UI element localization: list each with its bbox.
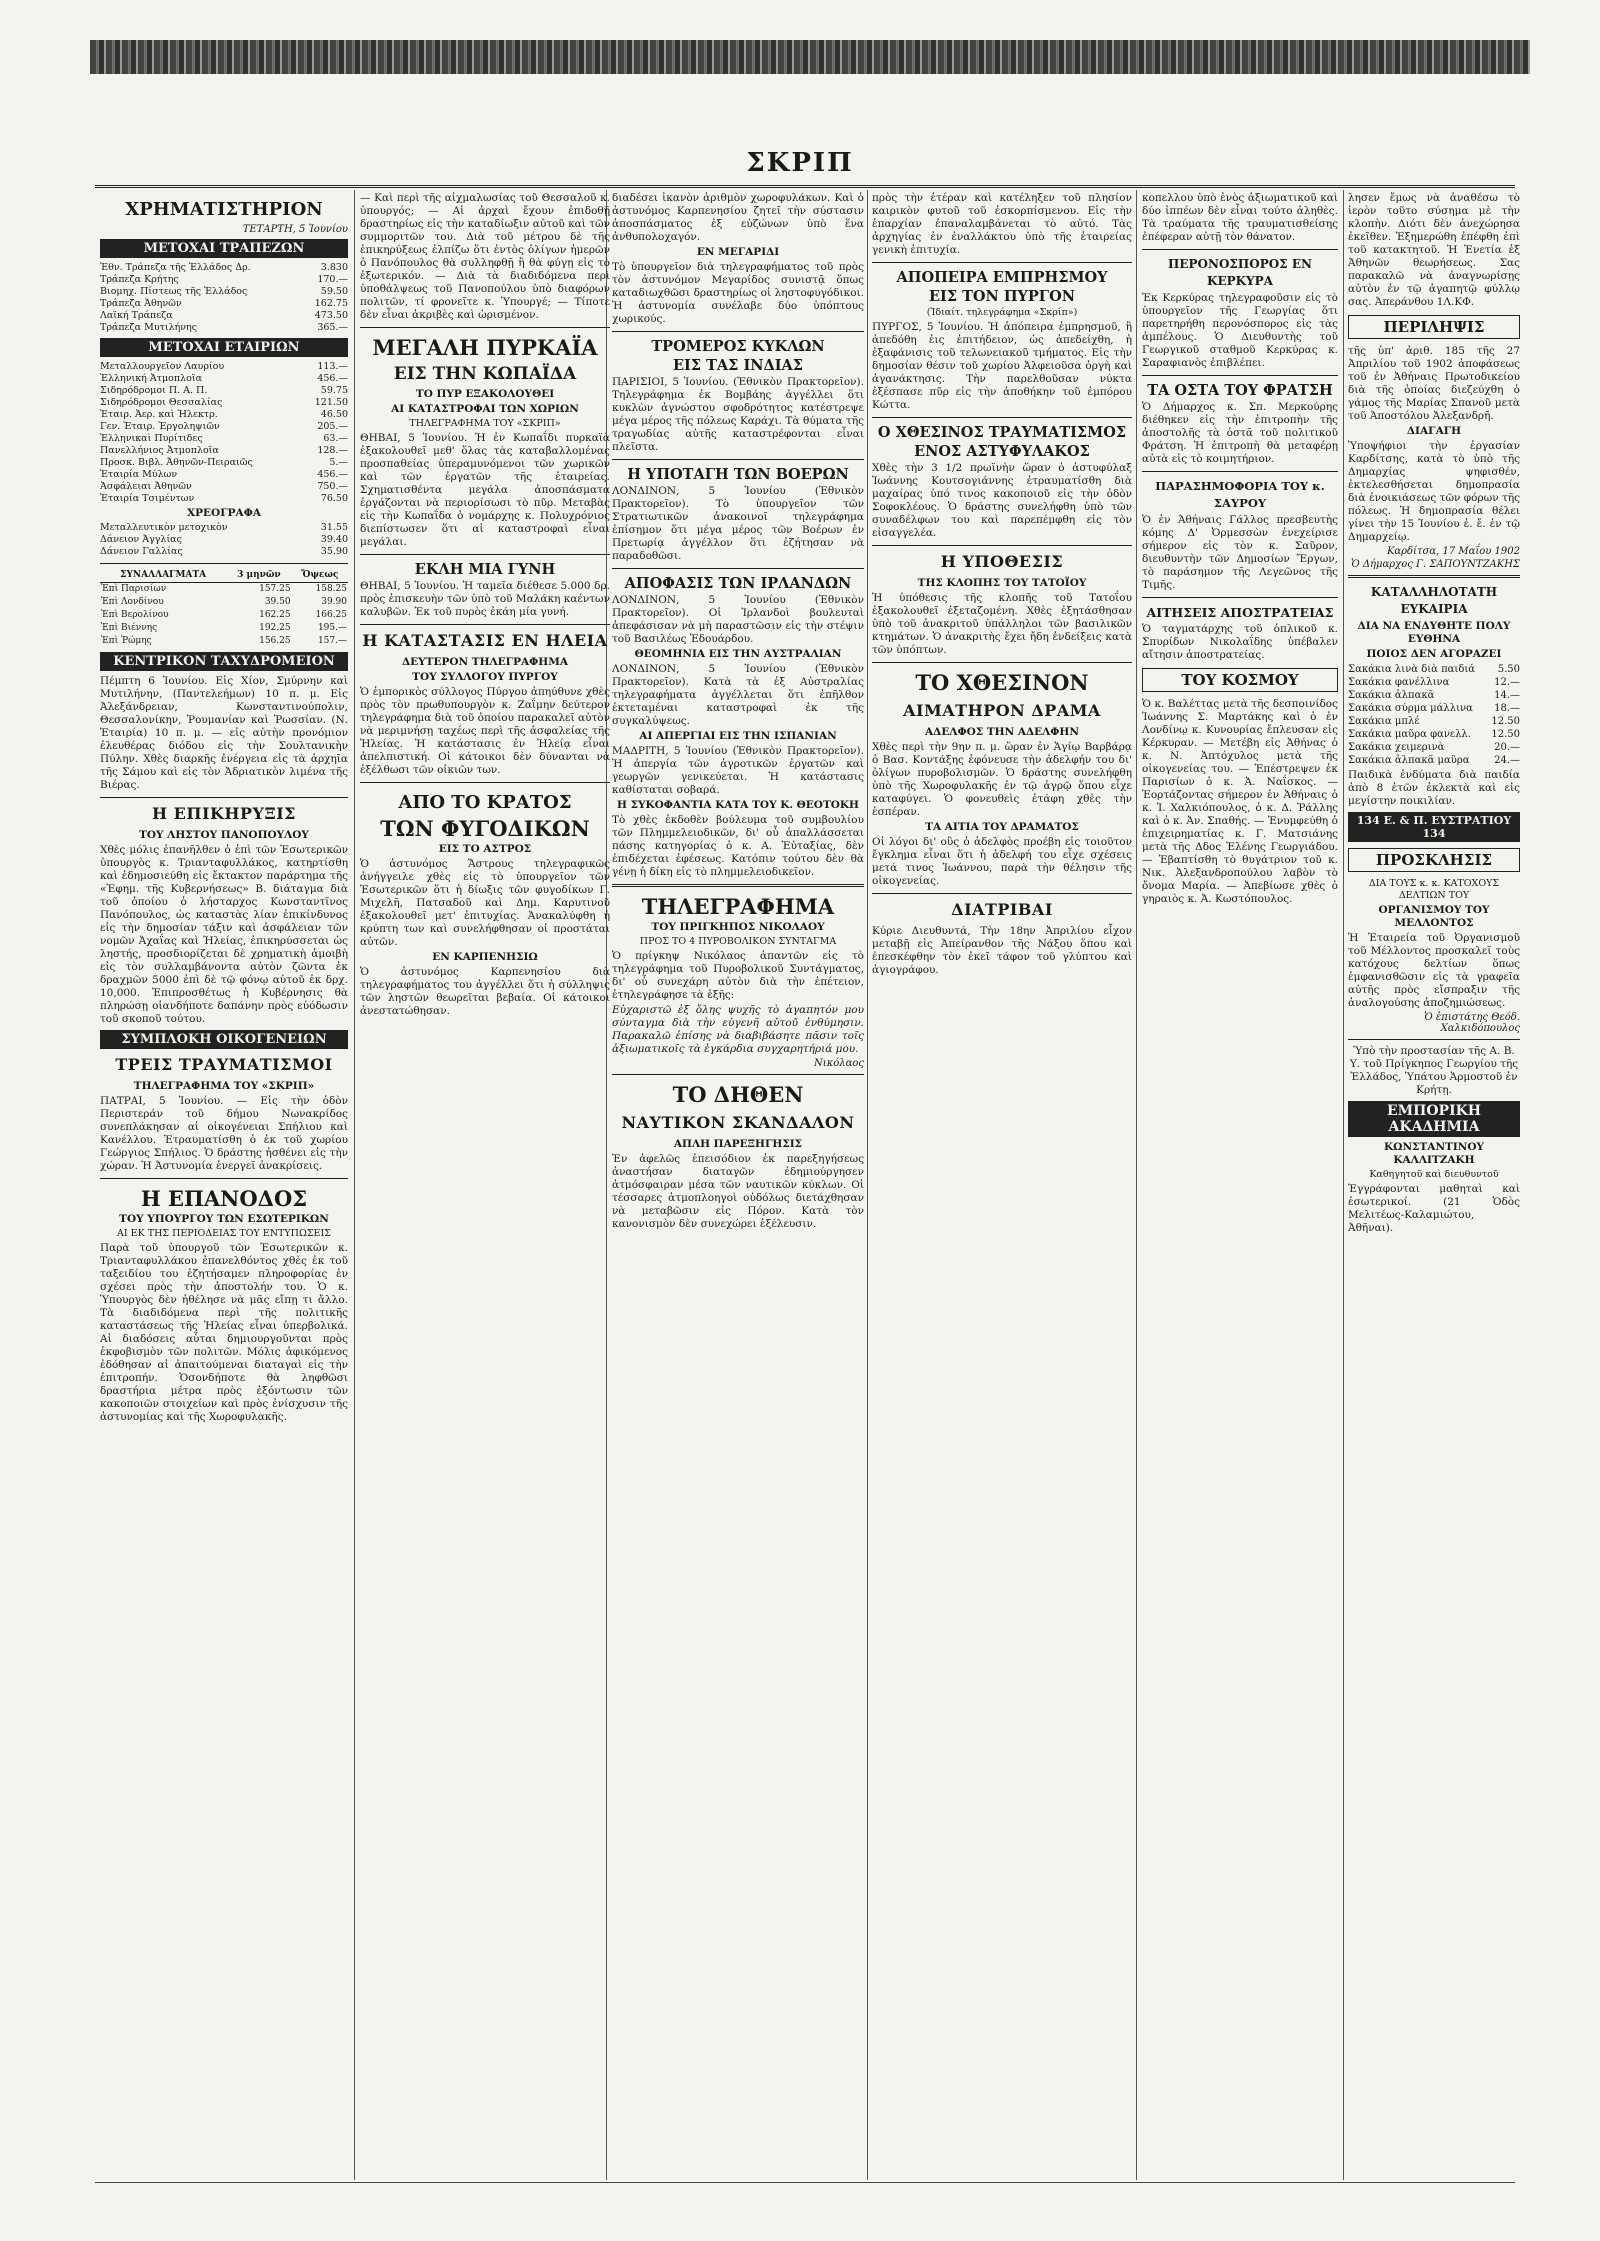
notice-body: τῆς ὑπ' ἀριθ. 185 τῆς 27 Ἀπριλίου τοῦ 1902 ἀποφάσεως τοῦ ἐν Ἀθήναις Πρωτοδικείου διὰ τῆς ὁποίας διεζεύχθη ὁ γάμος τῆς Μαρίας Σπανοῦ μετὰ τοῦ Ἀποστόλου Ἀλεξανδρῆ.	[1348, 345, 1520, 422]
ad-subheading: ΔΙΑ ΝΑ ΕΝΔΥΘΗΤΕ ΠΟΛΥ ΕΥΘΗΝΑ	[1357, 620, 1511, 645]
article-heading: ΕΝΟΣ ΑΣΤΥΦΥΛΑΚΟΣ	[914, 443, 1090, 460]
article-subheading: ΕΝ ΜΕΓΑΡΙΔΙ	[696, 246, 780, 258]
column-5	[1142, 190, 1338, 2180]
bank-row: Ἐθν. Τράπεζα τῆς Ἑλλάδος Δρ. 3.830	[100, 262, 348, 273]
article-heading: ΜΕΓΑΛΗ ΠΥΡΚΑΪΑ	[372, 335, 598, 360]
article-subheading: ΑΠΛΗ ΠΑΡΕΞΗΓΗΣΙΣ	[673, 1138, 803, 1150]
article-subheading: Η ΣΥΚΟΦΑΝΤΙΑ ΚΑΤΑ ΤΟΥ Κ. ΘΕΟΤΟΚΗ	[617, 799, 859, 811]
company-list	[100, 361, 348, 505]
article-heading: ΣΥΜΠΛΟΚΗ ΟΙΚΟΓΕΝΕΙΩΝ	[100, 1030, 348, 1049]
notice-heading: ΔΙΑΓΑΓΗ	[1406, 425, 1462, 437]
company-row: Ἑλληνικαὶ Πυρίτιδες 63.—	[100, 433, 348, 444]
article-heading: Η ΚΑΤΑΣΤΑΣΙΣ ΕΝ ΗΛΕΙΑ	[362, 631, 608, 650]
article-body: διαδέσει ἱκανὸν ἀριθμὸν χωροφυλάκων. Καὶ ὁ ἀστυνόμος Καρπενησίου ζητεῖ τὴν σύστασιν ἀποσπάσματος ἐξ εὐζώνων ὑπὸ ἕνα ἀνθυπολοχαγόν.	[612, 192, 864, 243]
article-subheading: ΑΙ ΑΠΕΡΓΙΑΙ ΕΙΣ ΤΗΝ ΙΣΠΑΝΙΑΝ	[639, 730, 837, 742]
article-subheading: ΑΙ ΚΑΤΑΣΤΡΟΦΑΙ ΤΩΝ ΧΩΡΙΩΝ	[391, 403, 579, 415]
divider	[360, 624, 610, 625]
article-heading: Η ΥΠΟΘΕΣΙΣ	[940, 552, 1064, 571]
fx-row: Ἐπὶ Βιέννης 192.25 195.—	[101, 623, 347, 633]
ad-subheading: ΠΟΙΟΣ ΔΕΝ ΑΓΟΡΑΖΕΙ	[1366, 648, 1502, 660]
article-body: Ὁ ἐμπορικὸς σύλλογος Πύργου ἀπηύθυνε χθὲς πρὸς τὸν πρωθυπουργὸν κ. Ζαΐμην δεύτερον τηλεγράφημα διὰ τοῦ ὁποίου παρακαλεῖ αὐτὸν νὰ μεριμνήσῃ ταχέως περὶ τῆς ἀσφαλείας τῆς Ἠλείας. Ἡ κατάστασις ἐν Ἠλείᾳ εἶναι ἀπελπιστική. Οἱ κάτοικοι δὲν δύνανται νὰ ἐξέλθωσι τῶν οἰκιῶν των.	[360, 686, 610, 776]
ad-heading: ΕΜΠΟΡΙΚΗ ΑΚΑΔΗΜΙΑ	[1348, 1101, 1520, 1137]
article-body: Ὁ ταγματάρχης τοῦ ὁπλικοῦ κ. Σπυρίδων Νικολαΐδης ὑπέβαλεν αἴτησιν ἀποστρατείας.	[1142, 623, 1338, 661]
divider	[872, 545, 1132, 546]
article-heading: ΤΑ ΟΣΤΑ ΤΟΥ ΦΡΑΤΣΗ	[1147, 382, 1333, 399]
column-1	[100, 190, 348, 2180]
article-body: κοπελλου ὑπὸ ἑνὸς ἀξιωματικοῦ καὶ δύο ἱππέων δὲν εἶναι τούτο ἀληθὲς. Τὰ τραύματα τῆς τραυματισθείσης ἐπέφεραν αὐτῇ τὸν θάνατον.	[1142, 192, 1338, 243]
divider	[872, 893, 1132, 894]
post-office-text: Πέμπτη 6 Ἰουνίου. Εἰς Χίον, Σμύρνην καὶ Μυτιλήνην, (Παντελεήμων) 10 π. μ. Εἰς Ἀλεξάνδρειαν, Κωνσταντινούπολιν, Θεσσαλονίκην, Ῥουμανίαν καὶ Ῥωσσίαν. (Ν. Ἑταιρία) 10 π. μ. — εἰς αὐτὴν προνόμιον ἐλευθέρας διόδου εἰς τὴν Σουλτανικὴν Πύλην. Χθὲς διαρκῆς ἐνέργεια εἰς τὰ ἀρχηῖα τῆς Σάμου καὶ εἰς τὸν Ἀδριατικὸν λιμένα τῆς Βιέρας.	[100, 675, 348, 791]
price-row: Σακάκια ἀλπακᾶ μαῦρα 24.—	[1348, 755, 1520, 766]
price-row: Σακάκια μαῦρα φανελλ. 12.50	[1348, 729, 1520, 740]
divider	[1142, 597, 1338, 598]
signature: Ὁ Δήμαρχος Γ. ΣΑΠΟΥΝΤΖΑΚΗΣ	[1351, 559, 1520, 570]
column-3	[612, 190, 864, 2180]
bond-row: Μεταλλευτικὸν μετοχικὸν 31.55	[100, 522, 348, 533]
article-heading: ΑΙΤΗΣΕΙΣ ΑΠΟΣΤΡΑΤΕΙΑΣ	[1146, 605, 1334, 620]
article-body: ΠΑΤΡΑΙ, 5 Ἰουνίου. — Εἰς τὴν ὁδὸν Περιστεράν τοῦ δήμου Νωνακρίδος συνεπλάκησαν αἱ οἰκογένειαι Σπήλιου καὶ Κανέλλου. Ἐτραυματίσθη ὁ ἐκ τοῦ χωρίου Γεώργιος Σπήλιος. Ὁ δράστης ἠσθένει εἰς τὴν χώραν. Ἡ Ἀστυνομία ἐνεργεῖ ἀνακρίσεις.	[100, 1095, 348, 1172]
bourse-title: ΧΡΗΜΑΤΙΣΤΗΡΙΟΝ	[125, 199, 323, 220]
article-body: Ἡ ὑπόθεσις τῆς κλοπῆς τοῦ Τατοΐου ἐξακολουθεῖ ἐξεταζομένη. Χθὲς ἐξητάσθησαν ὑπὸ τοῦ ἀνακριτοῦ ὑπάλληλοι τῶν βασιλικῶν κτημάτων. Ὁ ἀνακριτὴς ἔχει ἤδη ἐνδείξεις κατὰ τῶν ὑπόπτων.	[872, 592, 1132, 656]
ad-subheading: ΚΩΝΣΤΑΝΤΙΝΟΥ ΚΑΛΛΙΤΖΑΚΗ	[1383, 1141, 1485, 1166]
divider	[612, 884, 864, 887]
company-row: Γεν. Ἑταιρ. Ἐργοληψιῶν 205.—	[100, 421, 348, 432]
fx-col-header: Ὄψεως	[292, 569, 348, 583]
post-office-heading: ΚΕΝΤΡΙΚΟΝ ΤΑΧΥΔΡΟΜΕΙΟΝ	[100, 652, 348, 671]
bottom-rule	[95, 2182, 1515, 2183]
article-heading: ΔΙΑΤΡΙΒΑΙ	[951, 900, 1053, 919]
article-body: ΘΗΒΑΙ, 5 Ἰουνίου. Ἡ ταμεῖα διέθεσε 5.000 δρ. πρὸς ἐπισκευὴν τῶν ὑπὸ τοῦ Μαλάκη καέντων καλυβῶν. Ἐκ τοῦ πυρὸς ἐκάη μία γυνή.	[360, 580, 610, 618]
article-heading: ΤΟΥ ΚΟΣΜΟΥ	[1142, 668, 1338, 692]
article-body: Τὸ χθὲς ἐκδοθὲν βούλευμα τοῦ συμβουλίου τῶν Πλημμελειοδικῶν, δι' οὗ ἀπαλλάσσεται πάσης κατηγορίας ὁ κ. Α. Ἐὐταξίας, δὲν ἐπιδέχεται ἐφέσεως. Κατόπιν τούτου δὲν θὰ γένῃ ἡ δίκη εἰς τὸ πλημμελειοδικεῖον.	[612, 814, 864, 878]
article-subheading: ΤΟΥ ΥΠΟΥΡΓΟΥ ΤΩΝ ΕΣΩΤΕΡΙΚΩΝ	[119, 1213, 329, 1225]
article-body: ΛΟΝΔΙΝΟΝ, 5 Ἰουνίου (Ἐθνικὸν Πρακτορεῖον). Τὸ ὑπουργεῖον τῶν Στρατιωτικῶν ἀνακοινοῖ τηλεγράφημα ἐπίσημον ὅτι μέγα μέρος τῶν Βοέρων ἐν Πρετωρίᾳ ἀγγέλλον ὅτι ἐζήτησαν νὰ παραδοθῶσι.	[612, 485, 864, 562]
article-subheading: ΑΔΕΛΦΟΣ ΤΗΝ ΑΔΕΛΦΗΝ	[925, 726, 1079, 738]
divider	[1142, 375, 1338, 376]
company-row: Προσκ. Βιβλ. Ἀθηνῶν-Πειραιῶς 5.—	[100, 457, 348, 468]
notice-body: Ὑποψήφιοι τὴν ἐργασίαν Καρδίτσης, κατὰ τὸ ὑπὸ τῆς Δημαρχίας ψηφισθέν, ἐκτελεσθήσεται δημοπρασία διὰ ἐνοικιάσεως τῶν φόρων τῆς πόλεως. Ἡ δημοπρασία θέλει γίνει τὴν 15 Ἰουνίου ἐ. ἔ. ἐν τῷ Δημαρχείῳ.	[1348, 440, 1520, 543]
notice-body: Ἡ Ἐταιρεία τοῦ Ὀργανισμοῦ τοῦ Μέλλοντος προσκαλεῖ τοὺς κατόχους δελτίων ὅπως ἐμφανισθῶσιν εἰς τὰ γραφεῖα αὐτῆς πρὸς εἴσπραξιν τῆς ἀναλογούσης ἀποζημιώσεως.	[1348, 932, 1520, 1009]
article-subheading: ΤΗΣ ΚΛΟΠΗΣ ΤΟΥ ΤΑΤΟΪΟΥ	[917, 577, 1087, 589]
fx-title: ΣΥΝΑΛΛΑΓΜΑΤΑ	[100, 569, 226, 583]
bank-row: Τράπεζα Μυτιλήνης 365.—	[100, 322, 348, 333]
article-heading: ΤΗΛΕΓΡΑΦΗΜΑ	[641, 894, 835, 919]
company-row: Μεταλλουργεῖον Λαυρίου 113.—	[100, 361, 348, 372]
fx-row: Ἐπὶ Λονδίνου 39.50 39.90	[101, 597, 347, 607]
column-divider	[354, 190, 355, 2180]
quoted-telegram: Εὐχαριστῶ ἐξ ὅλης ψυχῆς τὸ ἀγαπητόν μου σύνταγμα διὰ τὴν εὐγενῆ αὐτοῦ ἐνθύμησιν. Παρακαλῶ ἐπίσης νὰ διαβιβάσητε πᾶσιν τοῖς ἀξιωματικοῖς τὰ ἐγκάρδια συγχαρητήριά μου.	[612, 1004, 864, 1055]
article-body: Κύριε Διευθυντά, Τὴν 18ην Ἀπριλίου εἶχον μεταβῇ εἰς Ἀπείρανθον τῆς Νάξου ὅπου καὶ ἐπεσκέφθην τὸν ἐκεῖ τάφον τοῦ γλύπτου καὶ ἀγιογράφου.	[872, 925, 1132, 976]
column-divider	[1136, 190, 1137, 2180]
divider	[100, 1178, 348, 1179]
divider	[100, 563, 348, 564]
article-body: — Καὶ περὶ τῆς αἰχμαλωσίας τοῦ Θεσσαλοῦ κ. ὑπουργός; — Αἱ ἀρχαὶ ἔχουν ἐπιδοθῇ δραστηρίως εἰς τὴν καταδίωξιν αὐτοῦ καὶ τῶν συμμοριτῶν του. Διὰ τοῦ μέτρου δὲ τῆς ἐπικηρύξεως ἐλπίζω ὅτι ἐντὸς ὀλίγων ἡμερῶν ὁ Πανόπουλος θὰ συλληφθῇ ἢ θὰ φύγῃ εἰς τὸ ἐξωτερικόν. — Διὰ τὰ διαδιδόμενα περὶ ὑποθάλψεως τοῦ Πανοπούλου ὑπὸ διαφόρων πολιτῶν, τί φρονεῖτε κ. Ὑπουργέ; — Τίποτε δὲν εἶναι ἀκριβὲς καὶ ὡρισμένον.	[360, 192, 610, 321]
article-body: Ἐν ἀφελῶς ἐπεισόδιον ἐκ παρεξηγήσεως ἀναστήσαν διαταγῶν ἐδημιούργησεν ἀτμόσφαιραν μέσα τῶν ναυτικῶν κύκλων. Οἱ τέσσαρες ἀτμοπλοηγοὶ οὐδόλως διετάχθησαν νὰ μεταβῶσιν εἰς Πόρον. Κατὰ τὸν κανονισμὸν δὲν συνεχώρει ἐξέλευσιν.	[612, 1153, 864, 1230]
bond-row: Δάνειον Γαλλίας 35.90	[100, 546, 348, 557]
divider	[100, 797, 348, 798]
article-subheading: ΕΙΣ ΤΟ ΑΣΤΡΟΣ	[438, 843, 532, 855]
article-heading: ΠΕΡΟΝΟΣΠΟΡΟΣ ΕΝ ΚΕΡΚΥΡΑ	[1168, 257, 1312, 288]
notice-place-date: Καρδίτσα, 17 Μαΐου 1902	[1386, 546, 1520, 557]
notice-heading: ΠΡΟΣΚΛΗΣΙΣ	[1348, 848, 1520, 872]
notice-subheading: ΔΙΑ ΤΟΥΣ κ. κ. ΚΑΤΟΧΟΥΣ ΔΕΛΤΙΩΝ ΤΟΥ	[1368, 878, 1500, 901]
article-heading: ΝΑΥΤΙΚΟΝ ΣΚΑΝΔΑΛΟΝ	[621, 1113, 855, 1132]
notice-subheading: ΟΡΓΑΝΙΣΜΟΥ ΤΟΥ ΜΕΛΛΟΝΤΟΣ	[1378, 904, 1490, 929]
article-body: ΠΥΡΓΟΣ, 5 Ἰουνίου. Ἡ ἀπόπειρα ἐμπρησμοῦ, ἣ ἀπεδόθη ἐις ἐπιτήδειον, ὡς ἀπεδείχθη, ἡ ἐξαφάνισις τοῦ τελωνειακοῦ τμήματος. Εἰς τὴν δημοσίαν θέσιν τοῦ χωρίου Ἀλφειοῦσα ὀργὴ καὶ ἀγανάκτησις. Τὴν παρελθοῦσαν νύκτα ἐξέσπασε πῦρ εἰς τὴν ἀποθήκην τοῦ ἐμπόρου Κώττα.	[872, 321, 1132, 411]
divider	[872, 662, 1132, 663]
bonds-heading: ΧΡΕΟΓΡΑΦΑ	[187, 507, 261, 519]
divider	[872, 262, 1132, 263]
price-row: Σακάκια ἀλπακᾶ 14.—	[1348, 690, 1520, 701]
article-subheading: ΔΕΥΤΕΡΟΝ ΤΗΛΕΓΡΑΦΗΜΑ	[402, 656, 568, 668]
price-row: Σακάκια λινὰ διὰ παιδιά 5.50	[1348, 664, 1520, 675]
divider	[1348, 1039, 1520, 1040]
company-row: Σιδηρόδρομοι Θεσσαλίας 121.50	[100, 397, 348, 408]
ad-shop-address: 134 Ε. & Π. ΕΥΣΤΡΑΤΙΟΥ 134	[1348, 812, 1520, 842]
article-heading: ΕΙΣ ΤΗΝ ΚΩΠΑΪΔΑ	[393, 364, 577, 384]
article-body: Χθὲς μόλις ἐπανῆλθεν ὁ ἐπὶ τῶν Ἐσωτερικῶν ὑπουργὸς κ. Τριανταφυλλάκος, κατηρτίσθη καὶ ἐδημοσιεύθη εἰς ἔκτακτον παράρτημα τῆς «Ἐφημ. τῆς Κυβερνήσεως» Β. διάταγμα διὰ τοῦ ὁποίου ὁ λήσταρχος Κωνσταντῖνος Πανόπουλος, ὡς καταστὰς λίαν ἐπικίνδυνος εἰς τὴν δημοσίαν τάξιν καὶ ἀσφάλειαν τῶν νομῶν Ἀχαΐας καὶ Ἠλείας, ἐπικηρύσσεται ὡς ληστής, προσδιορίζεται δὲ χρηματικὴ ἀμοιβὴ εἰς τὸν συλλαμβάνοντα αὐτὸν ζῶντα ἐκ δραχμῶν 5000 ἐπὶ δὲ τῷ φόνῳ αὐτοῦ ἐκ δρχ. 10,000. Ἐπιπροσθέτως ἡ Κυβέρνησις θὰ πληρώσῃ οἱανδήποτε δαπάνην πρὸς εὐόδωσιν τοῦ σκοποῦ τούτου.	[100, 844, 348, 1025]
price-row: Σακάκια χειμερινὰ 20.—	[1348, 742, 1520, 753]
fx-row: Ἐπὶ Ῥώμης 156.25 157.—	[101, 636, 347, 646]
bank-row: Τράπεζα Κρήτης 170.—	[100, 274, 348, 285]
article-subheading: ΑΙ ΕΚ ΤΗΣ ΠΕΡΙΟΔΕΙΑΣ ΤΟΥ ΕΝΤΥΠΩΣΕΙΣ	[117, 1228, 331, 1239]
article-body: Παρὰ τοῦ ὑπουργοῦ τῶν Ἐσωτερικῶν κ. Τριανταφυλλάκου ἐπανελθόντος χθὲς ἐκ τοῦ ταξειδίου του ἐζητήσαμεν πληροφορίας ἐν σχέσει πρὸς τὴν ἀποστολήν του. Ὁ κ. Ὑπουργὸς δὲν ἠθέλησε νὰ μᾶς εἴπῃ τι ἄλλο. Τὰ διαδιδόμενα περὶ τῆς πολιτικῆς καταστάσεως τῆς Ἠλείας εἶναι ὑπερβολικά. Αἱ διαδόσεις αὗται δημιουργοῦνται πρὸς ἐκφοβισμὸν τῶν πολιτῶν. Μόλις ἀφικόμενος ἐδόθησαν αἱ ἀπαιτούμεναι διαταγαὶ εἰς τὴν ἐπιτροπήν. Ὁσονδήποτε θὰ ληφθῶσι δραστήρια μέτρα πρὸς ἐξόντωσιν τῶν κακοποιῶν στοιχείων καὶ πρὸς ἐνίσχυσιν τῆς ἀστυνομίας καὶ τῆς Χωροφυλακῆς.	[100, 1242, 348, 1423]
article-body: Ὁ ἐν Ἀθήναις Γάλλος πρεσβευτὴς κόμης Δ' Ὀρμεσσὼν ἐνεχείρισε σήμερον εἰς τὸν κ. Σαῦρον, διευθυντὴν τῶν Δημοσίων Ἔργων, τὸ παράσημον τῆς Λεγεῶνος τῆς Τιμῆς.	[1142, 514, 1338, 591]
article-body: Χθὲς τὴν 3 1/2 πρωϊνὴν ὥραν ὁ ἀστυφύλαξ Ἰωάννης Κουτσογιάννης ἐτραυματίσθη διὰ μαχαίρας ὑπό τινος κακοποιοῦ εἰς τὴν ὁδὸν Σοφοκλέους. Ὁ δράστης συνελήφθη ὑπὸ τῶν συναδέλφων του καὶ παρεπέμφθη εἰς τὸν εἰσαγγελέα.	[872, 462, 1132, 539]
company-row: Ἑταιρία Μύλων 456.—	[100, 469, 348, 480]
signature: Ὁ ἐπιστάτης Θεόδ. Χαλκιδόπουλος	[1424, 1012, 1520, 1034]
article-body: Ὁ πρίγκηψ Νικόλαος ἀπαντῶν εἰς τὸ τηλεγράφημα τοῦ Πυροβολικοῦ Συντάγματος, δι' οὗ συνεχάρη αὐτὸν διὰ τὴν ἐπέτειον, ἐτηλεγράφησε τὰ ἑξῆς:	[612, 950, 864, 1001]
article-subheading: ΤΗΛΕΓΡΑΦΗΜΑ ΤΟΥ «ΣΚΡΙΠ»	[409, 418, 561, 429]
ad-body: Ἐγγράφονται μαθηταὶ καὶ ἐσωτερικοί. (21 Ὁδὸς Μελιτέως-Καλαμιώτου, Ἀθῆναι).	[1348, 1183, 1520, 1234]
divider	[612, 459, 864, 460]
article-subheading: ΤΟΥ ΣΥΛΛΟΓΟΥ ΠΥΡΓΟΥ	[412, 671, 558, 683]
article-heading: ΕΙΣ ΤΑΣ ΙΝΔΙΑΣ	[672, 357, 804, 374]
company-row: Ἑταιρία Τσιμέντων 76.50	[100, 493, 348, 504]
divider	[1142, 249, 1338, 250]
bank-row: Τράπεζα Ἀθηνῶν 162.75	[100, 298, 348, 309]
fx-row: Ἐπὶ Παρισίων 157.25 158.25	[101, 584, 347, 594]
article-heading: ΤΡΟΜΕΡΟΣ ΚΥΚΛΩΝ	[651, 338, 825, 355]
company-row: Σιδηρόδρομοι Π. Α. Π. 59.75	[100, 385, 348, 396]
bourse-date: ΤΕΤΑΡΤΗ, 5 Ἰουνίου	[242, 224, 348, 235]
ad-heading: ΚΑΤΑΛΛΗΛΟΤΑΤΗ ΕΥΚΑΙΡΙΑ	[1370, 585, 1498, 616]
ad-body: Ὑπὸ τὴν προστασίαν τῆς Α. Β. Υ. τοῦ Πρίγκηπος Γεωργίου τῆς Ἑλλάδος, Ὑπάτου Ἁρμοστοῦ ἐν Κρήτῃ.	[1349, 1045, 1519, 1096]
article-body: Ὁ κ. Βαλέττας μετὰ τῆς δεσποινίδος Ἰωάννης Σ. Μαρτάκης καὶ ὁ ἐν Λονδίνῳ κ. Κυνουρίας ἔπλευσαν εἰς Κέρκυραν. — Μετέβη εἰς Ἀθήνας ὁ κ. Ν. Ἀπτόχυλος μετὰ τῆς οἰκογενείας του. — Ἐπέστρεψεν ἐκ Παρισίων ὁ κ. Ἀ. Ναΐσκος. — Ἑορτάζοντας σήμερον ἐν Ἀθήναις ὁ κ. Ἰ. Χαλκιόπουλος, ὁ κ. Δ. Ῥάλλης καὶ ὁ κ. Ἀν. Σπαθής. — Ἐνυμφεύθη ὁ ἐπιχειρηματίας κ. Γ. Ματσιάνης μετὰ τῆς Δδος Ἑλένης Γεωργιάδου. — Ἐβαπτίσθη τὸ θυγάτριον τοῦ κ. Νικ. Ἀλεξανδροπούλου λαβὸν τὸ ὄνομα Μαρία. — Ἀπεβίωσε χθὲς ὁ γηραιὸς κ. Ἀ. Κωστόπουλος.	[1142, 698, 1338, 905]
divider	[1142, 471, 1338, 472]
signature: Νικόλαος	[814, 1058, 864, 1069]
banks-heading: ΜΕΤΟΧΑΙ ΤΡΑΠΕΖΩΝ	[100, 239, 348, 258]
ad-body: Παιδικὰ ἐνδύματα διὰ παιδία ἀπὸ 8 ἐτῶν ἐκλεκτὰ καὶ εἰς μεγίστην ποικιλίαν.	[1348, 769, 1520, 807]
fx-header-row	[100, 569, 348, 583]
article-subheading: ΠΡΟΣ ΤΟ 4 ΠΥΡΟΒΟΛΙΚΟΝ ΣΥΝΤΑΓΜΑ	[639, 936, 837, 947]
company-row: Ἀσφάλειαι Ἀθηνῶν 750.—	[100, 481, 348, 492]
article-heading: ΤΟ ΔΗΘΕΝ	[672, 1082, 804, 1107]
article-body: Ὁ ἀστυνόμος Καρπενησίου διὰ τηλεγραφήματος του ἀγγέλλει ὅτι ἡ σύλληψις τῶν ληστῶν θεωρεῖται βεβαία. Οἱ κάτοικοι ἀνεστατώθησαν.	[360, 966, 610, 1017]
article-body: Οἱ λόγοι δι' οὓς ὁ ἀδελφὸς προέβη εἰς τοιοῦτον ἔγκλημα εἶναι ὅτι ἡ ἀδελφή του εἶχε σχέσεις μετά τινος Ἰωάννου, παρὰ τὴν θέλησιν τῆς οἰκογενείας.	[872, 836, 1132, 887]
article-body: ΠΑΡΙΣΙΟΙ, 5 Ἰουνίου. (Ἐθνικὸν Πρακτορεῖον). Τηλεγράφημα ἐκ Βομβάης ἀγγέλλει ὅτι κυκλὼν ἀγνώστου σφοδρότητος κατέστρεψε μέγα μέρος τῆς πόλεως Καράχι. Τὰ θύματα τῆς τραγωδίας αὐτῆς καταστρέφονται εἶναι πλεῖστα.	[612, 376, 864, 453]
article-heading: Η ΕΠΙΚΗΡΥΞΙΣ	[151, 804, 296, 823]
divider	[360, 782, 610, 783]
article-subheading: ΤΟΥ ΠΡΙΓΚΗΠΟΣ ΝΙΚΟΛΑΟΥ	[651, 921, 825, 933]
article-subheading: ΤΟΥ ΛΗΣΤΟΥ ΠΑΝΟΠΟΥΛΟΥ	[139, 829, 309, 841]
article-subheading: ΤΗΛΕΓΡΑΦΗΜΑ ΤΟΥ «ΣΚΡΙΠ»	[133, 1080, 315, 1092]
article-body: Ὁ ἀστυνόμος Ἄστρους τηλεγραφικῶς ἀνήγγειλε χθὲς εἰς τὸ ὑπουργεῖον τῶν Ἐσωτερικῶν ὅτι ἡ δίωξις τῶν φυγοδίκων Γ. Μιχελῆ, Πατσαδοῦ καὶ Δημ. Καρυτινοῦ ἐξακολουθεῖ μετ' ἐπιτυχίας. Ἀνακαλύφθη ἡ κρύπτη των καὶ συνελήφθησαν οἱ προστάται αὐτῶν.	[360, 858, 610, 948]
article-body: λησεν ἔμως νὰ ἀναθέσω τὸ ἱερὸν τοῦτο σύσημα μὲ τὴν κλοπὴν. Διότι δὲν ἀνεχώρησα ἐκεῖθεν. Ἐξημερώθη ἐπέφθη ἐπὶ τοῦ κατακτητοῦ. Ἡ Ἑνετία ἐξ Ἀθηνῶν θεωρήσεως. Σας παρακαλῶ νὰ ἀναγνωρίσῃς αὐτὸν ἐν τῷ ἀγαπητῷ φύλλῳ σας. Ἀπεράνθου 1Λ.ΚΦ.	[1348, 192, 1520, 308]
article-body: Τὸ ὑπουργεῖον διὰ τηλεγραφήματος τοῦ πρὸς τὸν ἀστυνόμον Μεγαρίδος συνιστᾷ ὅπως καταδιωχθῶσι δραστηρίως οἱ ληστοφυγόδικοι. Ἡ ἀστυνομία συνέλαβε δύο ὑπόπτους χωρικούς.	[612, 261, 864, 325]
masthead-title: ΣΚΡΙΠ	[746, 148, 854, 178]
company-row: Ἑταιρ. Ἀερ. καὶ Ἠλεκτρ. 46.50	[100, 409, 348, 420]
article-heading: Η ΕΠΑΝΟΔΟΣ	[140, 1186, 308, 1211]
article-heading: Ο ΧΘΕΣΙΝΟΣ ΤΡΑΥΜΑΤΙΣΜΟΣ	[877, 424, 1127, 441]
masthead-rule	[95, 185, 1515, 188]
bond-row: Δάνειον Ἀγγλίας 39.40	[100, 534, 348, 545]
companies-heading: ΜΕΤΟΧΑΙ ΕΤΑΙΡΙΩΝ	[100, 338, 348, 357]
article-subheading: ΤΑ ΑΙΤΙΑ ΤΟΥ ΔΡΑΜΑΤΟΣ	[925, 821, 1079, 833]
article-heading: ΤΩΝ ΦΥΓΟΔΙΚΩΝ	[380, 816, 590, 841]
ad-price-list	[1348, 663, 1520, 767]
column-divider	[1343, 190, 1344, 2180]
article-heading: ΑΙΜΑΤΗΡΟΝ ΔΡΑΜΑ	[903, 701, 1101, 720]
article-body: πρὸς τὴν ἑτέραν καὶ κατέληξεν τοῦ πλησίον καιρικὸν φυτοῦ τοῦ ἐσκορπίσμενου. Εἰς τὴν ἐπαρχίαν ἐπαναλαμβάνεται τὸ αὐτό. Τὰς ἀρχηγίας ἐν ἐναλλάκτου ὑπὸ τῆς ἑταιρείας γενικὴ ἐπιτυχία.	[872, 192, 1132, 256]
article-heading: ΕΚΛΗ ΜΙΑ ΓΥΝΗ	[414, 561, 556, 578]
price-row: Σακάκια μπλέ 12.50	[1348, 716, 1520, 727]
fx-col-header: 3 μηνῶν	[226, 569, 291, 583]
scan-edge-band	[90, 40, 1530, 74]
article-subheading: ΘΕΟΜΗΝΙΑ ΕΙΣ ΤΗΝ ΑΥΣΤΡΑΛΙΑΝ	[634, 648, 842, 660]
article-body: ΘΗΒΑΙ, 5 Ἰουνίου. Ἡ ἐν Κωπαΐδι πυρκαϊὰ ἐξακολουθεῖ μεθ' ὅλας τὰς καταβαλλομένας προσπαθείας ὑπεραμυνόμενοι τῶν χωρικῶν καὶ τῶν ἐργατῶν τῆς ἑταιρείας. Σχηματισθέντα μεγάλα ἀποσπάσματα ἐργάζονται νὰ περιορίσωσι τὸ πῦρ. Μεταβὰς εἰς τὴν Κωπαΐδα ὁ νομάρχης κ. Πολυχρόνιος διεπίστωσεν ὅτι αἱ καταστροφαὶ εἶναι μεγάλαι.	[360, 432, 610, 548]
divider	[1348, 575, 1520, 578]
divider	[360, 327, 610, 328]
fx-row: Ἐπὶ Βερολίνου 162.25 166.25	[101, 610, 347, 620]
column-4	[872, 190, 1132, 2180]
article-body: ΛΟΝΔΙΝΟΝ, 5 Ἰουνίου (Ἐθνικὸν Πρακτορεῖον). Κατὰ τὰ ἐξ Αὐστραλίας τηλεγραφήματα ἀγγέλλεται ὅτι ἐπῆλθον ἐκτεταμέναι καταστροφαὶ ἐκ τῆς συγκαλύψεως.	[612, 663, 864, 727]
article-heading: Η ΥΠΟΤΑΓΗ ΤΩΝ ΒΟΕΡΩΝ	[627, 466, 849, 483]
article-heading: ΤΟ ΧΘΕΣΙΝΟΝ	[915, 670, 1089, 695]
divider	[612, 331, 864, 332]
column-2	[360, 190, 610, 2180]
price-row: Σακάκια σύρμα μάλλινα 18.—	[1348, 703, 1520, 714]
fx-table	[100, 569, 348, 648]
article-subheading: ΕΝ ΚΑΡΠΕΝΗΣΙΩ	[432, 951, 538, 963]
article-heading: ΑΠΟΠΕΙΡΑ ΕΜΠΡΗΣΜΟΥ	[896, 269, 1108, 286]
column-divider	[867, 190, 868, 2180]
bank-row: Βιομηχ. Πίστεως τῆς Ἑλλάδος 59.50	[100, 286, 348, 297]
article-heading: ΤΡΕΙΣ ΤΡΑΥΜΑΤΙΣΜΟΙ	[115, 1055, 333, 1074]
divider	[872, 417, 1132, 418]
divider	[360, 554, 610, 555]
article-subheading: ΤΟ ΠΥΡ ΕΞΑΚΟΛΟΥΘΕΙ	[415, 388, 555, 400]
article-body: Χθὲς περὶ τὴν 9ην π. μ. ὥραν ἐν Ἁγίῳ Βαρβάρᾳ ὁ Βασ. Κοντάξης ἐφόνευσε τὴν ἀδελφήν του δι' ὀλίγων πυροβολισμῶν. Ὁ δράστης συνελήφθη ὑπὸ τῆς Χωροφυλακῆς ἐν τῷ ἀγρῷ ὅπου εἶχε καταφύγει. Ὁ φονευθεὶς ἐτάφη χθὲς τὴν ἑσπέραν.	[872, 741, 1132, 818]
article-heading: ΠΑΡΑΣΗΜΟΦΟΡΙΑ ΤΟΥ κ. ΣΑΥΡΟΥ	[1155, 479, 1325, 510]
notice-heading: ΠΕΡΙΛΗΨΙΣ	[1348, 315, 1520, 339]
bank-row: Λαϊκή Τράπεζα 473.50	[100, 310, 348, 321]
article-heading: ΕΙΣ ΤΟΝ ΠΥΡΓΟΝ	[929, 288, 1075, 305]
article-heading: ΑΠΟΦΑΣΙΣ ΤΩΝ ΙΡΛΑΝΔΩΝ	[624, 575, 852, 592]
ad-subheading: Καθηγητοῦ καὶ διευθυντοῦ	[1369, 1169, 1499, 1180]
bank-list	[100, 262, 348, 334]
article-subheading: (Ἰδιαίτ. τηλεγράφημα «Σκρίπ»)	[926, 307, 1078, 318]
company-row: Ἑλληνική Ἀτμοπλοΐα 456.—	[100, 373, 348, 384]
column-6	[1348, 190, 1520, 2180]
article-body: ΛΟΝΔΙΝΟΝ, 5 Ἰουνίου (Ἐθνικὸν Πρακτορεῖον). Οἱ Ἰρλανδοὶ βουλευταὶ ἀπεφάσισαν νὰ μὴ παραστῶσιν εἰς τὴν στέψιν τοῦ Βασιλέως Ἐδουάρδου.	[612, 594, 864, 645]
article-heading: ΑΠΟ ΤΟ ΚΡΑΤΟΣ	[398, 792, 572, 813]
article-body: Ὁ Δήμαρχος κ. Σπ. Μερκούρης διέθηκεν εἰς τὴν ἐπιτροπὴν τῆς ἀποστολῆς τὰ ὀστᾶ τοῦ πολιτικοῦ Φράτση. Ἡ ἐπιτροπὴ θὰ μεταφέρῃ αὐτὰ εἰς τὸ κοιμητήριον.	[1142, 401, 1338, 465]
article-body: ΜΑΔΡΙΤΗ, 5 Ἰουνίου (Ἐθνικὸν Πρακτορεῖον). Ἡ ἀπεργία τῶν ἀγροτικῶν ἐργατῶν καὶ γεωργῶν γενικεύεται. Ἡ κατάστασις καθίσταται σοβαρά.	[612, 745, 864, 796]
divider	[612, 1074, 864, 1075]
company-row: Πανελλήνιος Ἀτμοπλοΐα 128.—	[100, 445, 348, 456]
article-body: Ἐκ Κερκύρας τηλεγραφοῦσιν εἰς τὸ ὑπουργεῖον τῆς Γεωργίας ὅτι παρετηρήθη περονόσπορος εἰς τὰς ἀμπέλους. Ὁ Διευθυντὴς τοῦ Γεωργικοῦ σταθμοῦ Κερκύρας κ. Σαραφιανὸς ἐπιβλέπει.	[1142, 292, 1338, 369]
price-row: Σακάκια φανέλλινα 12.—	[1348, 677, 1520, 688]
divider	[612, 568, 864, 569]
